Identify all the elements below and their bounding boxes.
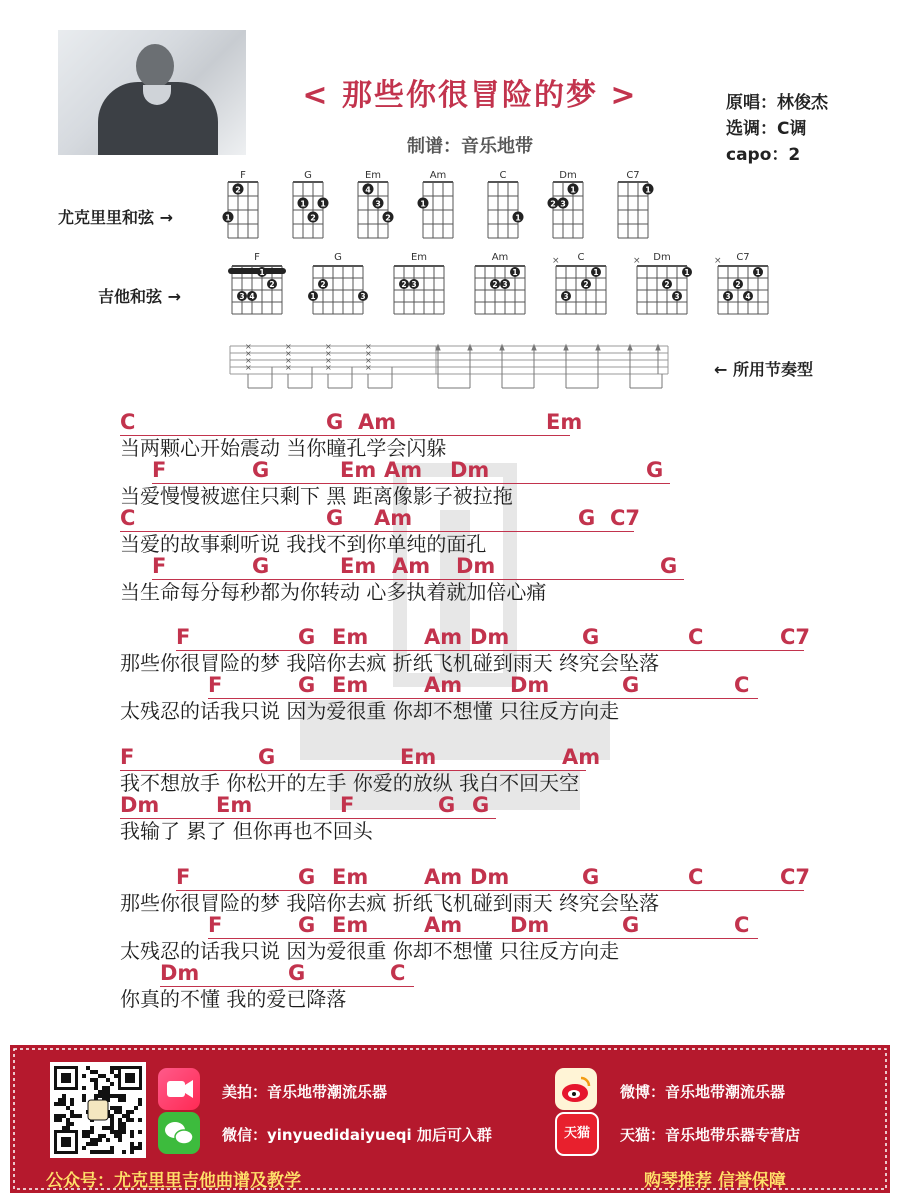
svg-text:4: 4: [745, 292, 751, 301]
tmall-icon-text: 天猫: [563, 1126, 590, 1141]
svg-text:1: 1: [300, 199, 306, 209]
lyric-text: 那些你很冒险的梦 我陪你去疯 折纸飞机碰到雨天 终究会坠落: [120, 651, 660, 675]
lyric-text: 当爱慢慢被遮住只剩下 黑 距离像影子被拉拖: [120, 484, 513, 508]
chord-symbol: Dm: [510, 673, 550, 697]
lyric-line: [0, 506, 900, 556]
svg-text:2: 2: [735, 280, 741, 289]
chord-symbol: Em: [332, 625, 369, 649]
chord-symbol: C: [120, 506, 136, 530]
chord-symbol: G: [622, 913, 640, 937]
chord-symbol: F: [120, 745, 135, 769]
chord-symbol: Em: [332, 865, 369, 889]
artist-photo: [58, 30, 246, 155]
chord-symbol: Em: [340, 458, 377, 482]
guitar-chord-name: C7: [736, 252, 750, 263]
chord-symbol: Am: [384, 458, 423, 482]
chord-symbol: G: [298, 673, 316, 697]
guitar-chord-diagrams: [220, 250, 780, 322]
svg-text:1: 1: [570, 185, 576, 195]
ukulele-chord-em: [358, 170, 394, 238]
lyric-text: 我不想放手 你松开的左手 你爱的放纵 我白不回天空: [120, 771, 580, 795]
ukulele-chord-c7: [618, 170, 654, 238]
chord-symbol: Am: [424, 673, 463, 697]
ukulele-chords-label: 尤克里里和弦 →: [58, 208, 173, 227]
svg-text:2: 2: [664, 280, 670, 289]
lyric-text: 我输了 累了 但你再也不回头: [120, 819, 373, 843]
svg-text:2: 2: [385, 213, 391, 223]
rhythm-pattern-label: ← 所用节奏型: [714, 360, 813, 379]
chord-symbol: Am: [374, 506, 413, 530]
guitar-chord-em: [394, 252, 444, 314]
svg-text:×: ×: [245, 363, 252, 372]
chord-symbol: F: [208, 673, 223, 697]
svg-text:3: 3: [674, 292, 680, 301]
guitar-chord-c7: [714, 252, 768, 314]
svg-text:2: 2: [550, 199, 556, 209]
chord-symbol: Dm: [470, 865, 510, 889]
chord-symbol: Dm: [510, 913, 550, 937]
lyric-text: 太残忍的话我只说 因为爱很重 你却不想懂 只往反方向走: [120, 699, 620, 723]
chord-symbol: G: [578, 506, 596, 530]
chord-symbol: Em: [400, 745, 437, 769]
lyric-line: [0, 793, 900, 843]
wechat-account: 微信：yinyuedidaiyueqi 加后可入群: [222, 1126, 492, 1144]
svg-text:1: 1: [420, 199, 426, 209]
capo-info: capo：2: [726, 145, 801, 165]
chord-symbol: Em: [332, 673, 369, 697]
chord-symbol: Am: [424, 865, 463, 889]
chord-symbol: C: [688, 625, 704, 649]
chord-symbol: Em: [340, 554, 377, 578]
lyrics-sheet: [0, 400, 900, 1040]
lyric-text: 那些你很冒险的梦 我陪你去疯 折纸飞机碰到雨天 终究会坠落: [120, 891, 660, 915]
chord-symbol: Am: [562, 745, 601, 769]
chord-symbol: Dm: [160, 961, 200, 985]
lyric-line: [0, 673, 900, 723]
chord-symbol: C: [734, 673, 750, 697]
chord-symbol: Am: [358, 410, 397, 434]
chord-symbol: F: [340, 793, 355, 817]
ukulele-chord-name: Dm: [559, 170, 577, 181]
svg-text:3: 3: [239, 292, 245, 301]
lyric-line: [0, 458, 900, 508]
chord-symbol: G: [298, 913, 316, 937]
guitar-chords-label: 吉他和弦 →: [98, 287, 181, 306]
guitar-chord-name: C: [577, 252, 585, 263]
chord-symbol: Dm: [450, 458, 490, 482]
lyric-line: [0, 625, 900, 675]
svg-text:1: 1: [515, 213, 521, 223]
svg-text:1: 1: [225, 213, 231, 223]
chord-symbol: G: [298, 865, 316, 889]
lyric-line: [0, 410, 900, 460]
svg-text:×: ×: [245, 349, 252, 358]
svg-text:2: 2: [320, 280, 326, 289]
official-account: 公众号：尤克里里吉他曲谱及教学: [46, 1171, 301, 1191]
chord-symbol: G: [326, 410, 344, 434]
ukulele-chord-g: [293, 170, 329, 238]
chord-symbol: Am: [424, 913, 463, 937]
chord-symbol: G: [438, 793, 456, 817]
chord-symbol: C: [688, 865, 704, 889]
ukulele-chord-name: C7: [626, 170, 640, 181]
guitar-chord-name: G: [334, 252, 342, 263]
svg-text:1: 1: [310, 292, 316, 301]
svg-text:×: ×: [552, 256, 560, 266]
chord-symbol: G: [252, 458, 270, 482]
svg-text:1: 1: [320, 199, 326, 209]
svg-text:×: ×: [245, 356, 252, 365]
chord-symbol: G: [622, 673, 640, 697]
key-selection: 选调：C调: [726, 119, 807, 139]
meipai-account: 美拍：音乐地带潮流乐器: [222, 1083, 388, 1101]
chord-symbol: G: [660, 554, 678, 578]
svg-text:1: 1: [593, 268, 599, 277]
svg-text:2: 2: [492, 280, 498, 289]
chord-symbol: Dm: [470, 625, 510, 649]
chord-symbol: C7: [780, 625, 811, 649]
chord-symbol: F: [176, 865, 191, 889]
chord-symbol: G: [288, 961, 306, 985]
arranger: 制谱：音乐地带: [407, 136, 533, 157]
svg-text:2: 2: [583, 280, 589, 289]
svg-text:3: 3: [502, 280, 508, 289]
svg-text:×: ×: [325, 363, 332, 372]
ukulele-chord-diagrams: [210, 168, 690, 246]
chord-symbol: F: [152, 458, 167, 482]
chord-symbol: G: [472, 793, 490, 817]
weibo-account: 微博：音乐地带潮流乐器: [620, 1083, 786, 1101]
svg-text:×: ×: [325, 349, 332, 358]
svg-text:2: 2: [235, 185, 241, 195]
svg-text:3: 3: [375, 199, 381, 209]
svg-text:×: ×: [325, 356, 332, 365]
chord-symbol: G: [582, 625, 600, 649]
ukulele-chord-am: [418, 170, 454, 238]
chord-symbol: G: [582, 865, 600, 889]
ukulele-chord-name: F: [240, 170, 246, 181]
song-title: < 那些你很冒险的梦 >: [302, 78, 638, 113]
tmall-icon: [555, 1112, 599, 1156]
chord-symbol: F: [208, 913, 223, 937]
svg-text:×: ×: [714, 256, 722, 266]
chord-symbol: Em: [216, 793, 253, 817]
ukulele-chord-name: G: [304, 170, 312, 181]
svg-text:2: 2: [401, 280, 407, 289]
chord-symbol: Am: [392, 554, 431, 578]
svg-text:×: ×: [245, 342, 252, 351]
svg-text:×: ×: [285, 342, 292, 351]
chord-symbol: C: [390, 961, 406, 985]
guitar-chord-name: Am: [491, 252, 509, 263]
chord-symbol: G: [258, 745, 276, 769]
ukulele-chord-name: Em: [364, 170, 382, 181]
guitar-chord-am: [475, 252, 525, 314]
chord-symbol: G: [298, 625, 316, 649]
svg-text:×: ×: [365, 363, 372, 372]
guitar-chord-dm: [633, 252, 692, 314]
chord-symbol: G: [252, 554, 270, 578]
chord-symbol: C7: [780, 865, 811, 889]
guitar-chord-name: Dm: [653, 252, 671, 263]
chord-symbol: F: [152, 554, 167, 578]
chord-symbol: G: [646, 458, 664, 482]
guitar-chord-c: [552, 252, 606, 314]
chord-symbol: G: [326, 506, 344, 530]
tmall-store: 天猫：音乐地带乐器专营店: [620, 1126, 801, 1144]
svg-text:×: ×: [365, 349, 372, 358]
ukulele-chord-c: [488, 170, 524, 238]
ukulele-chord-name: Am: [429, 170, 447, 181]
lyric-text: 当生命每分每秒都为你转动 心多执着就加倍心痛: [120, 580, 547, 604]
chord-symbol: Dm: [456, 554, 496, 578]
svg-text:2: 2: [269, 280, 275, 289]
chord-symbol: F: [176, 625, 191, 649]
svg-text:1: 1: [645, 185, 651, 195]
lyric-line: [0, 745, 900, 795]
chord-symbol: Em: [546, 410, 583, 434]
chord-symbol: Dm: [120, 793, 160, 817]
svg-text:×: ×: [365, 342, 372, 351]
svg-text:1: 1: [512, 268, 518, 277]
svg-text:×: ×: [633, 256, 641, 266]
qr-code: [50, 1062, 146, 1158]
guitar-chord-name: F: [254, 252, 260, 263]
ukulele-chord-f: [223, 170, 259, 238]
lyric-text: 你真的不懂 我的爱已降落: [120, 987, 347, 1011]
meipai-icon: [158, 1068, 200, 1110]
svg-text:3: 3: [360, 292, 366, 301]
ukulele-chord-name: C: [499, 170, 507, 181]
lyric-line: [0, 865, 900, 915]
chord-symbol: C7: [610, 506, 641, 530]
svg-text:1: 1: [684, 268, 690, 277]
original-singer: 原唱：林俊杰: [726, 93, 828, 113]
svg-text:×: ×: [325, 342, 332, 351]
svg-text:3: 3: [725, 292, 731, 301]
guitar-chord-f: [228, 252, 286, 314]
lyric-text: 当两颗心开始震动 当你瞳孔学会闪躲: [120, 436, 447, 460]
slogan: 购琴推荐 信誉保障: [644, 1171, 786, 1191]
chord-symbol: C: [120, 410, 136, 434]
svg-text:4: 4: [249, 292, 255, 301]
svg-text:1: 1: [755, 268, 761, 277]
chord-symbol: Am: [424, 625, 463, 649]
chord-symbol: Em: [332, 913, 369, 937]
svg-text:×: ×: [285, 349, 292, 358]
svg-text:3: 3: [563, 292, 569, 301]
svg-text:3: 3: [411, 280, 417, 289]
svg-text:×: ×: [285, 356, 292, 365]
ukulele-chord-dm: [548, 170, 584, 238]
guitar-chord-name: Em: [410, 252, 428, 263]
lyric-text: 当爱的故事剩听说 我找不到你单纯的面孔: [120, 532, 487, 556]
chord-symbol: C: [734, 913, 750, 937]
lyric-line: [0, 961, 900, 1011]
svg-text:×: ×: [285, 363, 292, 372]
svg-text:3: 3: [560, 199, 566, 209]
svg-text:×: ×: [365, 356, 372, 365]
lyric-line: [0, 913, 900, 963]
svg-text:1: 1: [259, 268, 265, 277]
weibo-icon: [555, 1068, 597, 1110]
svg-text:2: 2: [310, 213, 316, 223]
guitar-chord-g: [308, 252, 368, 314]
wechat-icon: [158, 1112, 200, 1154]
lyric-line: [0, 554, 900, 604]
lyric-text: 太残忍的话我只说 因为爱很重 你却不想懂 只往反方向走: [120, 939, 620, 963]
rhythm-pattern: [228, 340, 678, 398]
svg-text:4: 4: [365, 185, 371, 195]
